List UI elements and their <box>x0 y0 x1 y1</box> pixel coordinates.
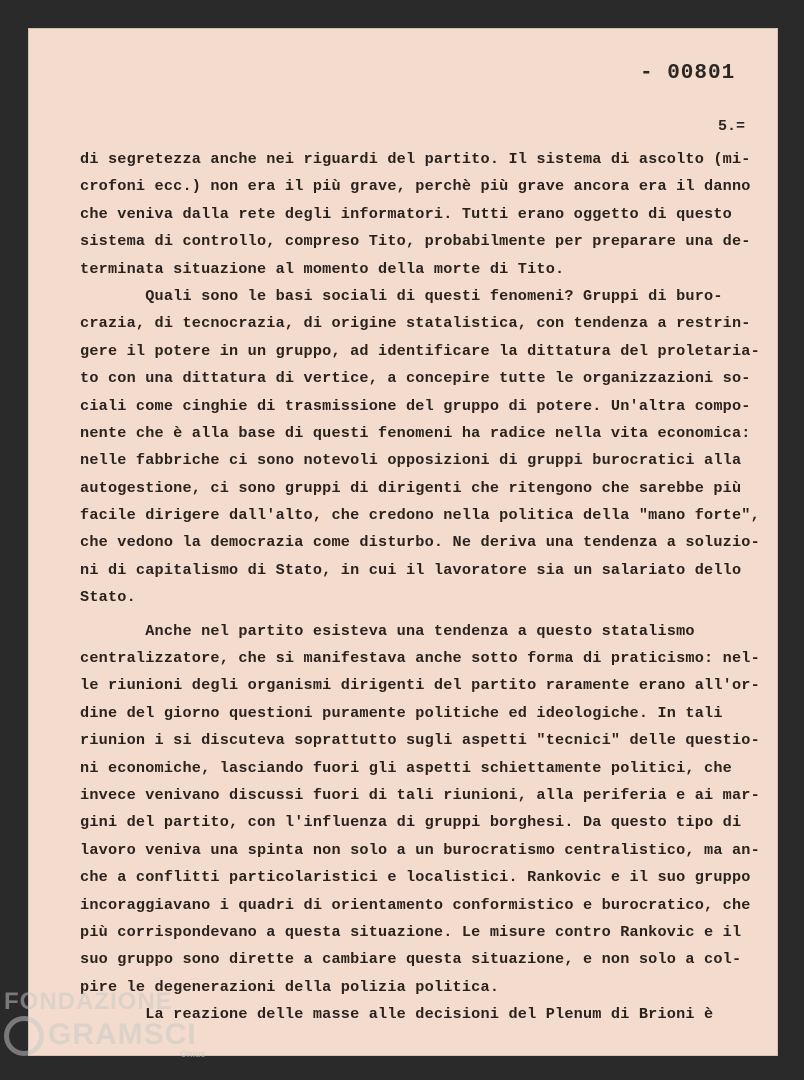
text-line: gere il potere in un gruppo, ad identificare la dittatura del proletaria- <box>80 341 760 360</box>
page-number: 5.= <box>718 118 746 135</box>
text-line: più corrispondevano a questa situazione. Le misure contro Rankovic e il <box>80 922 742 941</box>
text-line: ciali come cinghie di trasmissione del gruppo di potere. Un'altra compo- <box>80 396 751 415</box>
text-line: che a conflitti particolaristici e localistici. Rankovic e il suo gruppo <box>80 868 751 887</box>
watermark-tag: Onlus <box>180 1049 206 1059</box>
text-line: nente che è alla base di questi fenomeni ha radice nella vita economica: <box>80 423 751 442</box>
circle-logo-icon <box>4 1016 44 1056</box>
text-line: nelle fabbriche ci sono notevoli opposizioni di gruppi burocratici alla <box>80 451 742 470</box>
document-page <box>28 28 778 1056</box>
text-line: incoraggiavano i quadri di orientamento conformistico e burocratico, che <box>80 895 751 914</box>
document-number: - 00801 <box>640 62 736 85</box>
text-line: che vedono la democrazia come disturbo. Ne deriva una tendenza a soluzio- <box>80 533 760 552</box>
text-line: centralizzatore, che si manifestava anche sotto forma di praticismo: nel- <box>80 649 760 668</box>
text-line: invece venivano discussi fuori di tali riunioni, alla periferia e ai mar- <box>80 785 760 804</box>
text-line: Stato. <box>80 588 136 607</box>
watermark-logo <box>4 988 206 1059</box>
watermark-line2: GRAMSCI <box>48 1018 197 1051</box>
text-line: dine del giorno questioni puramente politiche ed ideologiche. In tali <box>80 703 723 722</box>
text-line: autogestione, ci sono gruppi di dirigenti che ritengono che sarebbe più <box>80 478 742 497</box>
text-line: Quali sono le basi sociali di questi fenomeni? Gruppi di buro- <box>80 286 723 305</box>
text-line: riunion i si discuteva soprattutto sugli aspetti "tecnici" delle questio- <box>80 731 760 750</box>
text-line: gini del partito, con l'influenza di gruppi borghesi. Da questo tipo di <box>80 813 742 832</box>
text-line: che veniva dalla rete degli informatori. Tutti erano oggetto di questo <box>80 204 732 223</box>
text-line: ni di capitalismo di Stato, in cui il lavoratore sia un salariato dello <box>80 560 742 579</box>
text-line: crofoni ecc.) non era il più grave, perchè più grave ancora era il danno <box>80 177 751 196</box>
text-line: ni economiche, lasciando fuori gli aspetti schiettamente politici, che <box>80 758 732 777</box>
text-line: di segretezza anche nei riguardi del partito. Il sistema di ascolto (mi- <box>80 150 751 168</box>
text-line: sistema di controllo, compreso Tito, probabilmente per preparare una de- <box>80 232 751 251</box>
text-line: lavoro veniva una spinta non solo a un burocratismo centralistico, ma an- <box>80 840 760 859</box>
text-line: crazia, di tecnocrazia, di origine statalistica, con tendenza a restrin- <box>80 314 751 333</box>
text-line: suo gruppo sono dirette a cambiare questa situazione, e non solo a col- <box>80 950 742 969</box>
document-body <box>80 146 780 1029</box>
text-line: pire le degenerazioni della polizia politica. <box>80 977 500 996</box>
text-line: La reazione delle masse alle decisioni del Plenum di Brioni è <box>80 1005 714 1024</box>
text-line: Anche nel partito esisteva una tendenza a questo statalismo <box>80 621 695 640</box>
text-line: terminata situazione al momento della morte di Tito. <box>80 259 565 278</box>
watermark-line1: FONDAZIONE <box>4 988 173 1015</box>
text-line: le riunioni degli organismi dirigenti del partito raramente erano all'or- <box>80 676 760 695</box>
text-line: to con una dittatura di vertice, a concepire tutte le organizzazioni so- <box>80 369 751 388</box>
text-line: facile dirigere dall'alto, che credono nella politica della "mano forte", <box>80 506 760 525</box>
